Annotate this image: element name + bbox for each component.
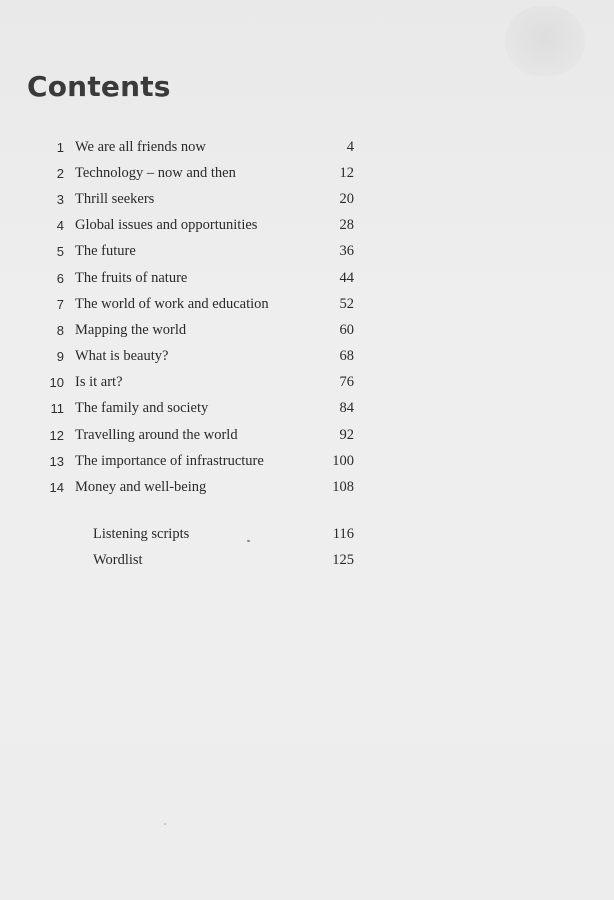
page-number: 36 [339, 243, 354, 260]
page-number: 84 [339, 400, 354, 417]
unit-title: Global issues and opportunities [75, 217, 258, 234]
page-number: 12 [339, 164, 354, 181]
page-number: 108 [332, 479, 354, 496]
toc-row[interactable] [48, 213, 358, 239]
toc-row[interactable] [48, 448, 358, 474]
toc-row[interactable] [48, 396, 358, 422]
unit-title: The importance of infrastructure [75, 452, 264, 469]
toc-row[interactable] [48, 422, 358, 448]
toc-row[interactable] [48, 134, 358, 160]
page-number: 20 [339, 190, 354, 207]
toc-row[interactable] [48, 474, 358, 500]
page-number: 44 [339, 269, 354, 286]
page-number: 116 [332, 525, 354, 542]
toc-row[interactable] [48, 344, 358, 370]
toc-row[interactable] [48, 370, 358, 396]
table-of-contents [48, 134, 358, 501]
section-title: Wordlist [93, 551, 143, 568]
back-matter-list [48, 521, 358, 573]
page-number: 68 [339, 348, 354, 365]
unit-number: 1 [56, 139, 64, 155]
unit-number: 4 [56, 218, 64, 234]
unit-title: The world of work and education [75, 295, 269, 312]
section-title: Listening scripts [93, 525, 190, 542]
unit-title: Is it art? [75, 374, 123, 391]
page-number: 125 [332, 551, 354, 568]
unit-title: The family and society [75, 400, 209, 417]
unit-number: 13 [49, 453, 64, 469]
unit-number: 12 [49, 427, 64, 443]
unit-title: The fruits of nature [75, 269, 188, 286]
unit-title: We are all friends now [75, 138, 206, 155]
toc-row[interactable] [48, 160, 358, 186]
unit-title: Travelling around the world [75, 426, 238, 443]
print-speck [164, 823, 166, 825]
unit-number: 8 [56, 322, 64, 338]
unit-title: What is beauty? [75, 348, 169, 365]
unit-title: Money and well-being [75, 479, 207, 496]
print-speck [247, 540, 250, 542]
unit-number: 3 [56, 191, 64, 207]
page-number: 60 [339, 321, 354, 338]
unit-number: 2 [56, 165, 64, 181]
unit-number: 14 [49, 480, 64, 496]
unit-number: 7 [56, 296, 64, 312]
unit-title: Mapping the world [75, 321, 187, 338]
page-number: 92 [339, 426, 354, 443]
unit-number: 9 [56, 349, 64, 365]
page-number: 52 [339, 295, 354, 312]
toc-row[interactable] [48, 186, 358, 212]
toc-row[interactable] [48, 291, 358, 317]
toc-row-listening-scripts[interactable] [48, 521, 358, 547]
unit-number: 6 [56, 270, 64, 286]
unit-number: 11 [50, 401, 64, 417]
unit-title: Thrill seekers [75, 190, 155, 207]
page-title: Contents [27, 70, 171, 103]
page-number: 4 [346, 138, 354, 155]
toc-row[interactable] [48, 265, 358, 291]
page-corner-mark [505, 6, 585, 76]
unit-title: Technology – now and then [75, 164, 236, 181]
page-number: 76 [339, 374, 354, 391]
unit-number: 10 [49, 375, 64, 391]
toc-row[interactable] [48, 239, 358, 265]
unit-title: The future [75, 243, 136, 260]
unit-number: 5 [56, 244, 64, 260]
page-number: 28 [339, 217, 354, 234]
toc-row-wordlist[interactable] [48, 547, 358, 573]
toc-row[interactable] [48, 317, 358, 343]
page-number: 100 [332, 452, 354, 469]
